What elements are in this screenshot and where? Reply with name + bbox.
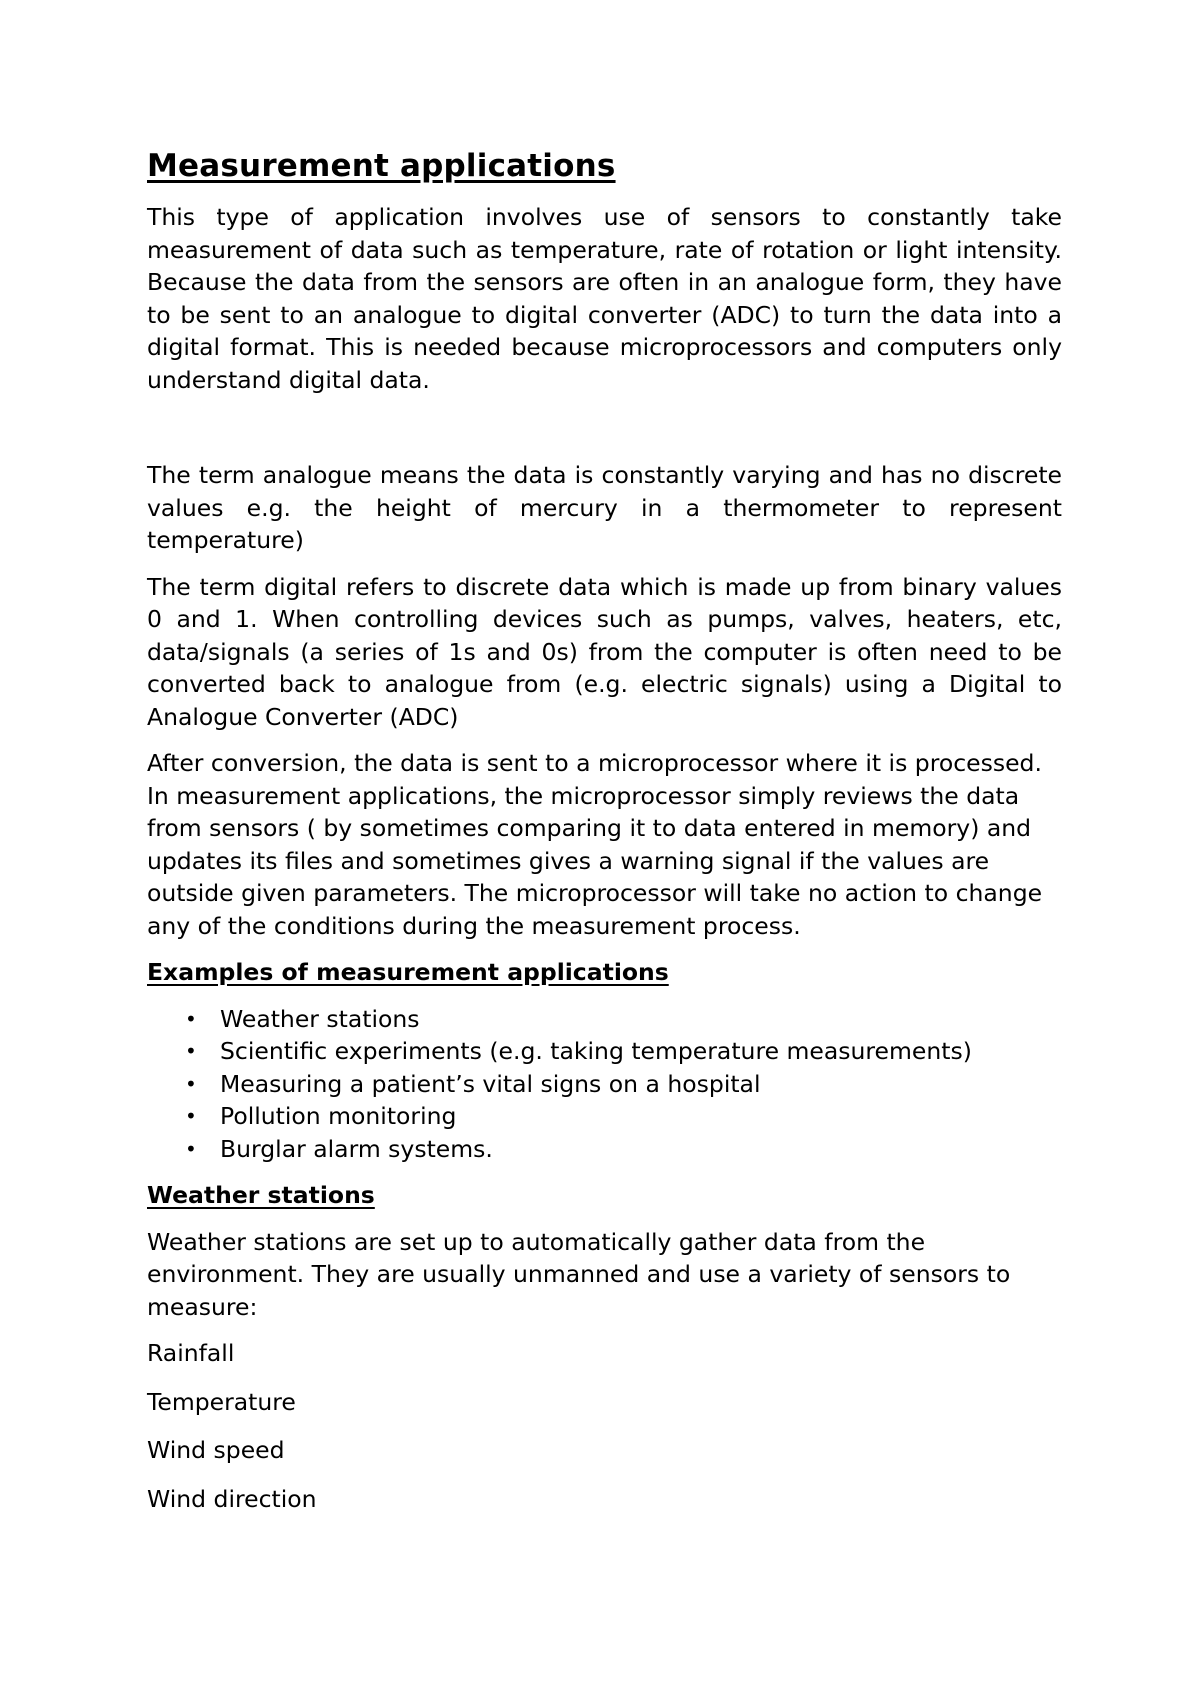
paragraph-analogue: The term analogue means the data is constantly varying and has no discrete values e.g. the height of mercury in a thermometer to represent temperature) — [147, 461, 1062, 555]
examples-list — [147, 1003, 1062, 1166]
bullet-icon: • — [185, 1104, 197, 1129]
paragraph-conversion: After conversion, the data is sent to a microprocessor where it is processed. In measurement applications, the microprocessor simply reviews the data from sensors ( by sometimes comparing it to data entered in memory) and updates its files and sometimes gives a warning signal if the values are outside given parameters. The microprocessor will take no action to change any of the conditions during the measurement process. — [147, 749, 1043, 940]
document-title: Measurement applications — [147, 148, 616, 184]
list-item-text: Measuring a patient’s vital signs on a hospital — [220, 1069, 761, 1098]
bullet-icon: • — [185, 1136, 197, 1161]
measure-item-rainfall: Rainfall — [147, 1339, 235, 1368]
paragraph-intro: This type of application involves use of sensors to constantly take measurement of data such as temperature, rate of rotation or light intensity. Because the data from the sensors are often in an analogue form, they have to be sent to an analogue to digital converter (ADC) to turn the data into a digital format. This is needed because microprocessors and computers only understand digital data. — [147, 203, 1062, 394]
bullet-icon: • — [185, 1039, 197, 1064]
bullet-icon: • — [185, 1006, 197, 1031]
list-item-text: Burglar alarm systems. — [220, 1134, 493, 1163]
weather-stations-heading: Weather stations — [147, 1181, 375, 1210]
examples-heading: Examples of measurement applications — [147, 958, 669, 987]
bullet-icon: • — [185, 1071, 197, 1096]
list-item-text: Pollution monitoring — [220, 1102, 457, 1131]
paragraph-digital: The term digital refers to discrete data which is made up from binary values 0 and 1. When controlling devices such as pumps, valves, heaters, etc, data/signals (a series of 1s and 0s) from the computer is often need to be converted back to analogue from (e.g. electric signals) using a Digital to Analogue Converter (ADC) — [147, 572, 1062, 731]
list-item — [147, 1100, 1062, 1133]
document-page — [147, 148, 1062, 1531]
measure-item-wind-speed: Wind speed — [147, 1436, 285, 1465]
measure-item-wind-direction: Wind direction — [147, 1484, 317, 1513]
list-item — [147, 1068, 1062, 1101]
paragraph-weather-stations: Weather stations are set up to automatically gather data from the environment. They are usually unmanned and use a variety of sensors to measure: — [147, 1227, 1011, 1321]
list-item — [147, 1003, 1062, 1036]
list-item-text: Weather stations — [220, 1004, 420, 1033]
list-item — [147, 1035, 1062, 1068]
list-item — [147, 1133, 1062, 1166]
list-item-text: Scientific experiments (e.g. taking temperature measurements) — [220, 1037, 972, 1066]
measure-item-temperature: Temperature — [147, 1387, 296, 1416]
